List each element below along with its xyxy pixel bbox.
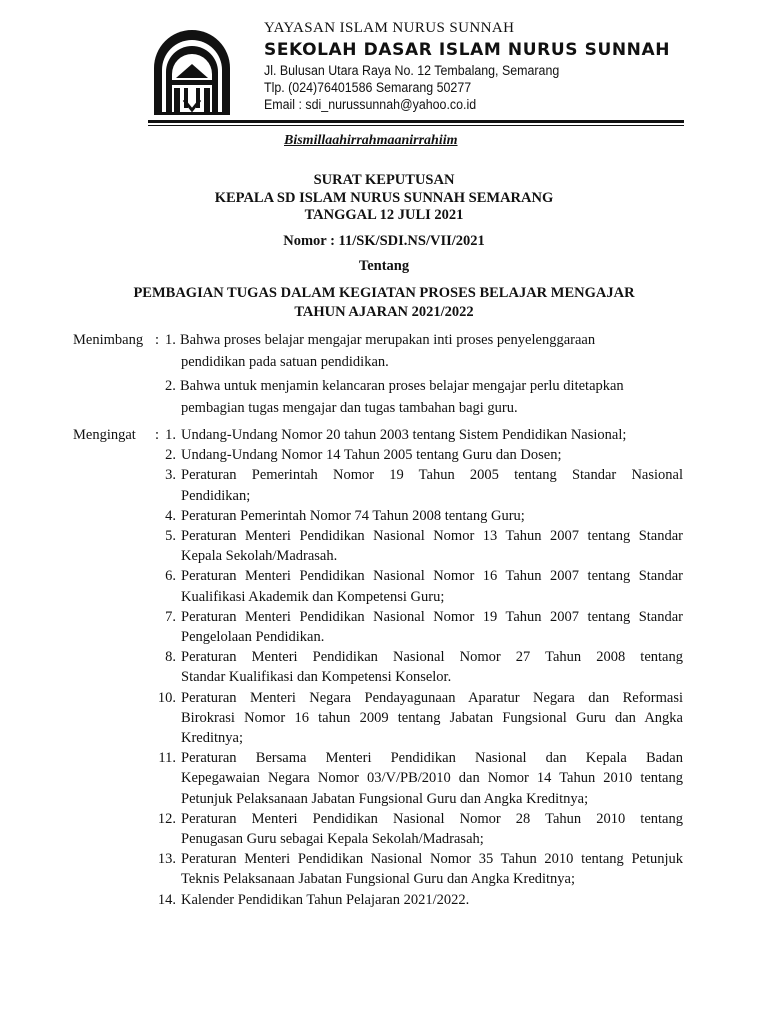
mengingat-label: Mengingat (73, 427, 136, 443)
mengingat-item-number: 10. (157, 689, 176, 706)
mengingat-item-text: Pendidikan; (181, 487, 251, 504)
mengingat-item-number: 14. (157, 891, 176, 908)
mengingat-item-text: Kualifikasi Akademik dan Kompetensi Guru; (181, 588, 445, 605)
basmala: Bismillaahirrahmaanirrahiim (284, 133, 458, 148)
school-emblem-logo (148, 28, 236, 116)
mengingat-item-text: Pengelolaan Pendidikan. (181, 629, 325, 645)
decree-number: Nomor : 11/SK/SDI.NS/VII/2021 (283, 233, 485, 249)
mengingat-item-number: 8. (165, 649, 176, 666)
letterhead-divider-thin (148, 125, 684, 126)
school-address: Jl. Bulusan Utara Raya No. 12 Tembalang, Semarang (264, 63, 560, 78)
mengingat-colon: : (155, 427, 160, 443)
mengingat-item-text: Kepala Sekolah/Madrasah. (181, 548, 338, 565)
decree-about: Tentang (358, 258, 410, 274)
mengingat-item-text: Peraturan Bersama Menteri Pendidikan Nasional dan Kepala Badan (181, 750, 683, 767)
mengingat-item-text: Peraturan Menteri Pendidikan Nasional Nomor 35 Tahun 2010 tentang Petunjuk (181, 851, 683, 868)
school-email: Email : sdi_nurussunnah@yahoo.co.id (264, 97, 477, 112)
mengingat-item-text: Penugasan Guru sebagai Kepala Sekolah/Madrasah; (181, 831, 484, 847)
decree-title: SURAT KEPUTUSAN (313, 172, 455, 188)
decree-date: TANGGAL 12 JULI 2021 (304, 207, 464, 223)
decree-subject: PEMBAGIAN TUGAS DALAM KEGIATAN PROSES BELAJAR MENGAJAR (133, 285, 635, 301)
mengingat-item-number: 5. (165, 528, 176, 544)
mengingat-item-text: Peraturan Menteri Pendidikan Nasional Nomor 13 Tahun 2007 tentang Standar (181, 528, 683, 544)
menimbang-item-text: pembagian tugas mengajar dan tugas tambahan bagi guru. (181, 400, 518, 416)
mengingat-item-text: Peraturan Menteri Pendidikan Nasional Nomor 16 Tahun 2007 tentang Standar (181, 568, 683, 585)
mengingat-item-text: Teknis Pelaksanaan Jabatan Fungsional Guru dan Angka Kreditnya; (181, 871, 576, 888)
mengingat-item-text: Undang-Undang Nomor 14 Tahun 2005 tentang Guru dan Dosen; (181, 447, 562, 464)
menimbang-item-text: Bahwa proses belajar mengajar merupakan inti proses penyelenggaraan (180, 332, 596, 348)
foundation-name: YAYASAN ISLAM NURUS SUNNAH (264, 20, 515, 36)
mengingat-item-number: 11. (158, 750, 176, 767)
mengingat-item-text: Kepegawaian Negara Nomor 03/V/PB/2010 dan Nomor 14 Tahun 2010 tentang (181, 770, 683, 787)
menimbang-item-number: 2. (165, 378, 176, 394)
menimbang-colon: : (155, 332, 160, 348)
mengingat-item-text: Peraturan Pemerintah Nomor 74 Tahun 2008 tentang Guru; (181, 507, 525, 524)
mengingat-item-number: 6. (165, 568, 176, 585)
mengingat-item-text: Kalender Pendidikan Tahun Pelajaran 2021/2022. (181, 891, 470, 908)
menimbang-item-text: Bahwa untuk menjamin kelancaran proses belajar mengajar perlu ditetapkan (180, 378, 624, 394)
menimbang-item-number: 1. (165, 332, 176, 348)
mengingat-item-text: Peraturan Menteri Pendidikan Nasional Nomor 28 Tahun 2010 tentang (181, 810, 683, 827)
mengingat-item-number: 4. (165, 507, 176, 524)
mengingat-item-number: 12. (157, 810, 176, 827)
mengingat-item-text: Peraturan Menteri Pendidikan Nasional Nomor 27 Tahun 2008 tentang (181, 649, 683, 666)
mengingat-item-number: 7. (165, 608, 176, 625)
decree-subject-year: TAHUN AJARAN 2021/2022 (294, 304, 474, 320)
mengingat-item-number: 2. (165, 447, 176, 464)
mengingat-item-text: Birokrasi Nomor 16 tahun 2009 tentang Jabatan Fungsional Guru dan Angka (181, 709, 683, 726)
mengingat-item-text: Undang-Undang Nomor 20 tahun 2003 tentang Sistem Pendidikan Nasional; (181, 427, 627, 443)
menimbang-item-text: pendidikan pada satuan pendidikan. (181, 354, 389, 370)
mengingat-item-number: 13. (157, 851, 176, 868)
mengingat-item-text: Peraturan Menteri Negara Pendayagunaan Aparatur Negara dan Reformasi (181, 689, 683, 706)
school-name: SEKOLAH DASAR ISLAM NURUS SUNNAH (264, 40, 671, 60)
mengingat-item-number: 3. (165, 467, 176, 484)
mengingat-item-text: Peraturan Menteri Pendidikan Nasional Nomor 19 Tahun 2007 tentang Standar (181, 608, 683, 625)
decree-issuer: KEPALA SD ISLAM NURUS SUNNAH SEMARANG (214, 190, 554, 206)
mengingat-item-text: Kreditnya; (181, 730, 244, 746)
mengingat-item-text: Petunjuk Pelaksanaan Jabatan Fungsional Guru dan Angka Kreditnya; (181, 790, 589, 807)
mengingat-item-text: Peraturan Pemerintah Nomor 19 Tahun 2005 tentang Standar Nasional (181, 467, 683, 484)
menimbang-label: Menimbang (73, 332, 144, 348)
mengingat-item-text: Standar Kualifikasi dan Kompetensi Konselor. (181, 669, 452, 686)
school-phone: Tlp. (024)76401586 Semarang 50277 (264, 80, 472, 95)
letterhead-divider (148, 120, 684, 123)
mengingat-item-number: 1. (165, 427, 176, 443)
